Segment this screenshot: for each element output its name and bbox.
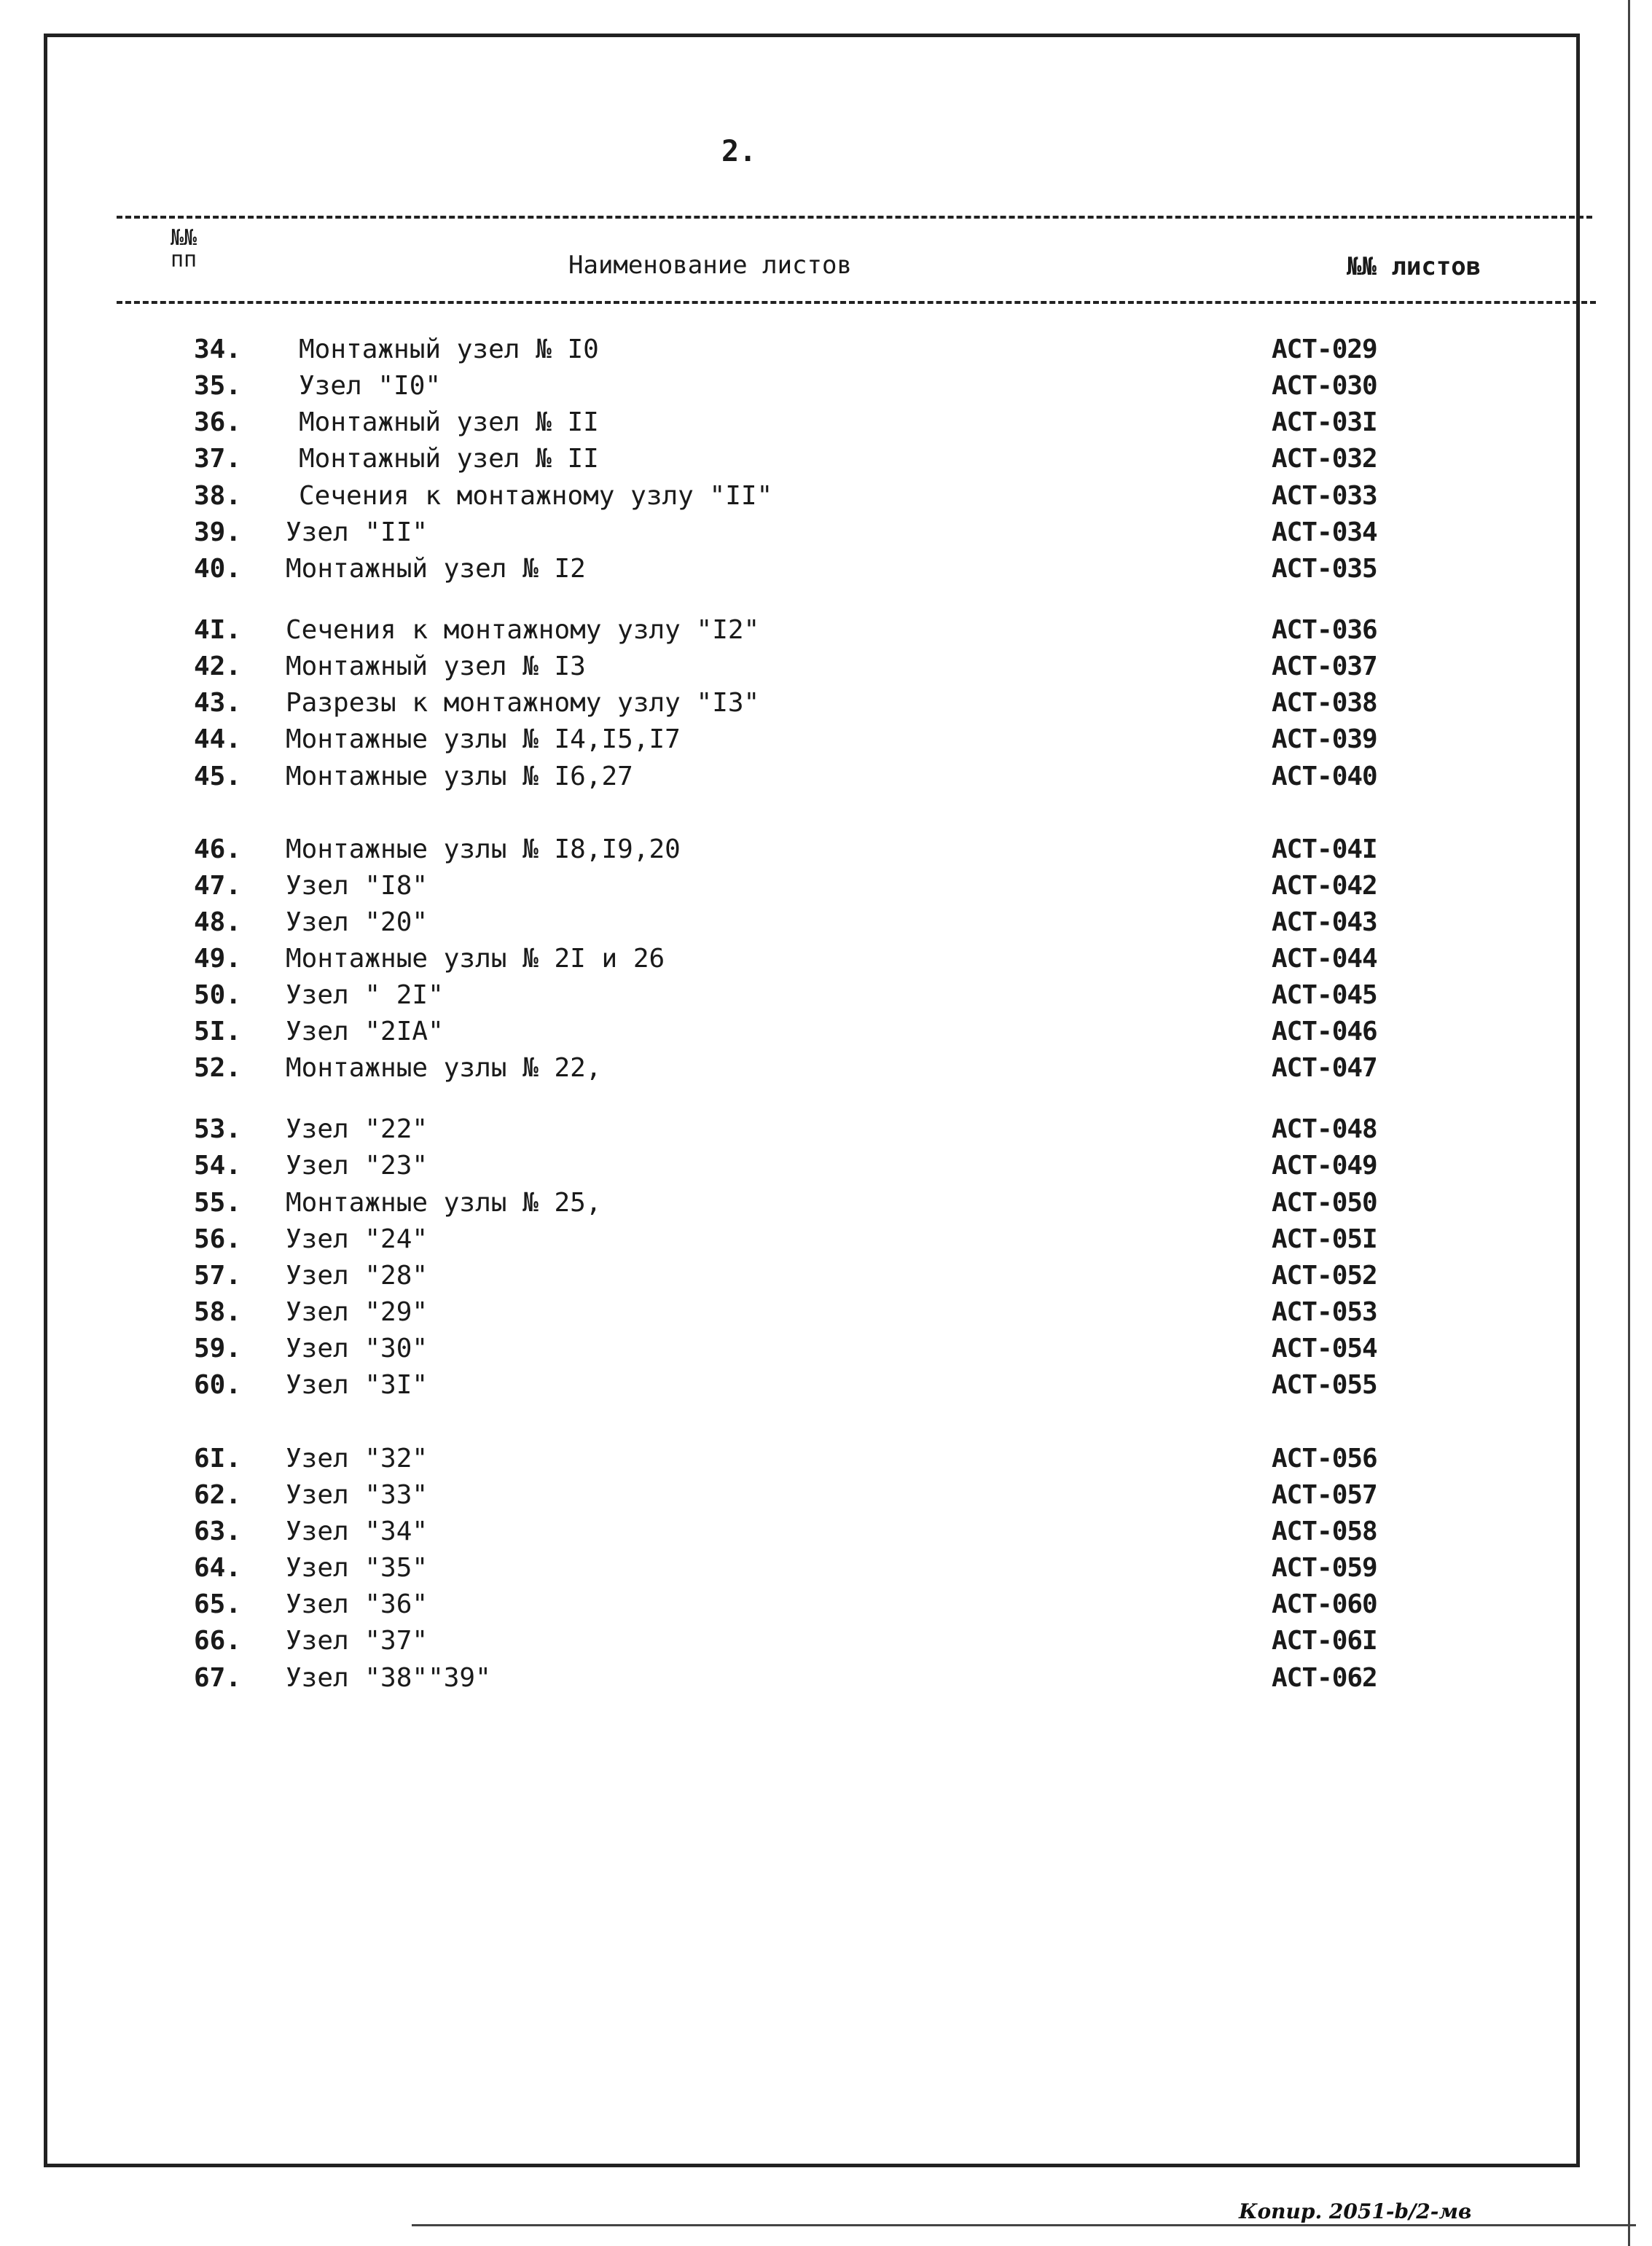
- row-code: АСТ-046: [1272, 1017, 1377, 1046]
- row-code: АСТ-062: [1272, 1663, 1377, 1693]
- row-name: Монтажные узлы № 22,: [286, 1053, 602, 1083]
- row-number: 62.: [194, 1480, 242, 1510]
- row-number: 60.: [194, 1370, 242, 1400]
- row-code: АСТ-044: [1272, 944, 1377, 974]
- row-name: Узел "24": [286, 1224, 428, 1254]
- row-code: АСТ-056: [1272, 1444, 1377, 1474]
- table-row: [0, 1014, 1652, 1050]
- table-row: [0, 1477, 1652, 1514]
- row-number: 46.: [194, 834, 242, 864]
- row-number: 49.: [194, 944, 242, 974]
- table-row: [0, 1185, 1652, 1221]
- row-name: Узел "3I": [286, 1370, 428, 1400]
- table-row: [0, 1367, 1652, 1404]
- row-number: 67.: [194, 1663, 242, 1693]
- row-code: АСТ-059: [1272, 1553, 1377, 1583]
- header-sheet-label: №№ листов: [1347, 252, 1481, 281]
- row-code: АСТ-04I: [1272, 834, 1377, 864]
- row-number: 54.: [194, 1151, 242, 1181]
- row-code: АСТ-045: [1272, 980, 1377, 1010]
- table-row: [0, 868, 1652, 904]
- table-row: [0, 1148, 1652, 1184]
- row-name: Монтажный узел № II: [299, 444, 599, 474]
- row-number: 37.: [194, 444, 242, 474]
- row-name: Узел "I0": [299, 371, 442, 401]
- header-bottom-divider: [117, 301, 1596, 304]
- row-code: АСТ-06I: [1272, 1626, 1377, 1656]
- row-number: 55.: [194, 1188, 242, 1218]
- row-code: АСТ-033: [1272, 481, 1377, 511]
- row-number: 56.: [194, 1224, 242, 1254]
- page-number: 2.: [721, 135, 757, 168]
- header-name-label: Наименование листов: [568, 251, 852, 280]
- row-code: АСТ-036: [1272, 615, 1377, 645]
- table-row: [0, 941, 1652, 977]
- table-row: [0, 514, 1652, 551]
- row-number: 34.: [194, 334, 242, 364]
- row-number: 6I.: [194, 1444, 242, 1474]
- row-number: 42.: [194, 652, 242, 681]
- table-row: [0, 551, 1652, 587]
- row-name: Монтажные узлы № I8,I9,20: [286, 834, 681, 864]
- table-row: [0, 977, 1652, 1014]
- row-number: 40.: [194, 554, 242, 584]
- table-row: [0, 1514, 1652, 1550]
- row-number: 63.: [194, 1517, 242, 1546]
- row-code: АСТ-042: [1272, 871, 1377, 901]
- bottom-line: [412, 2224, 1636, 2226]
- row-name: Узел "23": [286, 1151, 428, 1181]
- table-row: [0, 1660, 1652, 1697]
- row-name: Сечения к монтажному узлу "II": [299, 481, 773, 511]
- header-number-label: [162, 227, 205, 271]
- table-row: [0, 1441, 1652, 1477]
- row-code: АСТ-035: [1272, 554, 1377, 584]
- row-name: Узел " 2I": [286, 980, 444, 1010]
- row-number: 44.: [194, 724, 242, 754]
- table-row: [0, 832, 1652, 868]
- row-number: 5I.: [194, 1017, 242, 1046]
- row-number: 43.: [194, 688, 242, 718]
- row-code: АСТ-053: [1272, 1297, 1377, 1327]
- table-row: [0, 685, 1652, 721]
- table-row: [0, 1550, 1652, 1586]
- row-name: Монтажные узлы № I4,I5,I7: [286, 724, 681, 754]
- row-name: Монтажные узлы № 25,: [286, 1188, 602, 1218]
- row-name: Узел "32": [286, 1444, 428, 1474]
- row-number: 50.: [194, 980, 242, 1010]
- table-row: [0, 1258, 1652, 1294]
- table-row: [0, 612, 1652, 649]
- table-row: [0, 1331, 1652, 1367]
- row-name: Узел "30": [286, 1334, 428, 1363]
- row-name: Монтажный узел № I2: [286, 554, 586, 584]
- copy-signature: Копир. 2051-b/2-мв: [1239, 2199, 1472, 2223]
- table-row: [0, 478, 1652, 514]
- table-row: [0, 904, 1652, 941]
- row-code: АСТ-049: [1272, 1151, 1377, 1181]
- row-code: АСТ-038: [1272, 688, 1377, 718]
- row-name: Узел "I8": [286, 871, 428, 901]
- row-number: 58.: [194, 1297, 242, 1327]
- header-number-label-line1: №№: [170, 225, 197, 251]
- table-row: [0, 1111, 1652, 1148]
- table-row: [0, 1586, 1652, 1623]
- row-code: АСТ-060: [1272, 1589, 1377, 1619]
- row-code: АСТ-034: [1272, 517, 1377, 547]
- table-row: [0, 1221, 1652, 1258]
- row-name: Узел "2IА": [286, 1017, 444, 1046]
- row-number: 36.: [194, 407, 242, 437]
- row-name: Узел "28": [286, 1261, 428, 1291]
- row-code: АСТ-039: [1272, 724, 1377, 754]
- row-number: 47.: [194, 871, 242, 901]
- row-code: АСТ-050: [1272, 1188, 1377, 1218]
- row-code: АСТ-05I: [1272, 1224, 1377, 1254]
- row-number: 48.: [194, 907, 242, 937]
- table-row: [0, 368, 1652, 404]
- row-name: Узел "22": [286, 1114, 428, 1144]
- row-code: АСТ-054: [1272, 1334, 1377, 1363]
- row-name: Узел "34": [286, 1517, 428, 1546]
- row-code: АСТ-057: [1272, 1480, 1377, 1510]
- row-code: АСТ-030: [1272, 371, 1377, 401]
- row-code: АСТ-055: [1272, 1370, 1377, 1400]
- row-number: 65.: [194, 1589, 242, 1619]
- row-code: АСТ-037: [1272, 652, 1377, 681]
- row-name: Узел "36": [286, 1589, 428, 1619]
- row-code: АСТ-048: [1272, 1114, 1377, 1144]
- row-code: АСТ-040: [1272, 762, 1377, 791]
- row-number: 4I.: [194, 615, 242, 645]
- row-name: Узел "37": [286, 1626, 428, 1656]
- row-name: Узел "29": [286, 1297, 428, 1327]
- row-code: АСТ-043: [1272, 907, 1377, 937]
- table-row: [0, 1623, 1652, 1659]
- row-code: АСТ-047: [1272, 1053, 1377, 1083]
- row-name: Узел "II": [286, 517, 428, 547]
- table-row: [0, 332, 1652, 368]
- row-name: Узел "20": [286, 907, 428, 937]
- row-number: 66.: [194, 1626, 242, 1656]
- table-row: [0, 404, 1652, 441]
- row-name: Разрезы к монтажному узлу "I3": [286, 688, 760, 718]
- row-code: АСТ-058: [1272, 1517, 1377, 1546]
- row-name: Узел "35": [286, 1553, 428, 1583]
- row-code: АСТ-052: [1272, 1261, 1377, 1291]
- table-row: [0, 721, 1652, 758]
- row-number: 64.: [194, 1553, 242, 1583]
- row-code: АСТ-032: [1272, 444, 1377, 474]
- row-number: 45.: [194, 762, 242, 791]
- row-name: Монтажный узел № II: [299, 407, 599, 437]
- row-name: Сечения к монтажному узлу "I2": [286, 615, 760, 645]
- row-name: Узел "38""39": [286, 1663, 491, 1693]
- table-row: [0, 759, 1652, 795]
- row-name: Узел "33": [286, 1480, 428, 1510]
- row-name: Монтажный узел № I3: [286, 652, 586, 681]
- row-name: Монтажные узлы № 2I и 26: [286, 944, 665, 974]
- table-row: [0, 649, 1652, 685]
- row-code: АСТ-029: [1272, 334, 1377, 364]
- table-row: [0, 1294, 1652, 1331]
- row-number: 57.: [194, 1261, 242, 1291]
- row-number: 38.: [194, 481, 242, 511]
- row-number: 53.: [194, 1114, 242, 1144]
- row-name: Монтажные узлы № I6,27: [286, 762, 633, 791]
- header-top-divider: [117, 216, 1592, 219]
- table-row: [0, 441, 1652, 477]
- row-code: АСТ-03I: [1272, 407, 1377, 437]
- row-number: 59.: [194, 1334, 242, 1363]
- row-name: Монтажный узел № I0: [299, 334, 599, 364]
- row-number: 52.: [194, 1053, 242, 1083]
- row-number: 39.: [194, 517, 242, 547]
- table-row: [0, 1050, 1652, 1087]
- row-number: 35.: [194, 371, 242, 401]
- header-number-label-line2: пп: [170, 247, 197, 273]
